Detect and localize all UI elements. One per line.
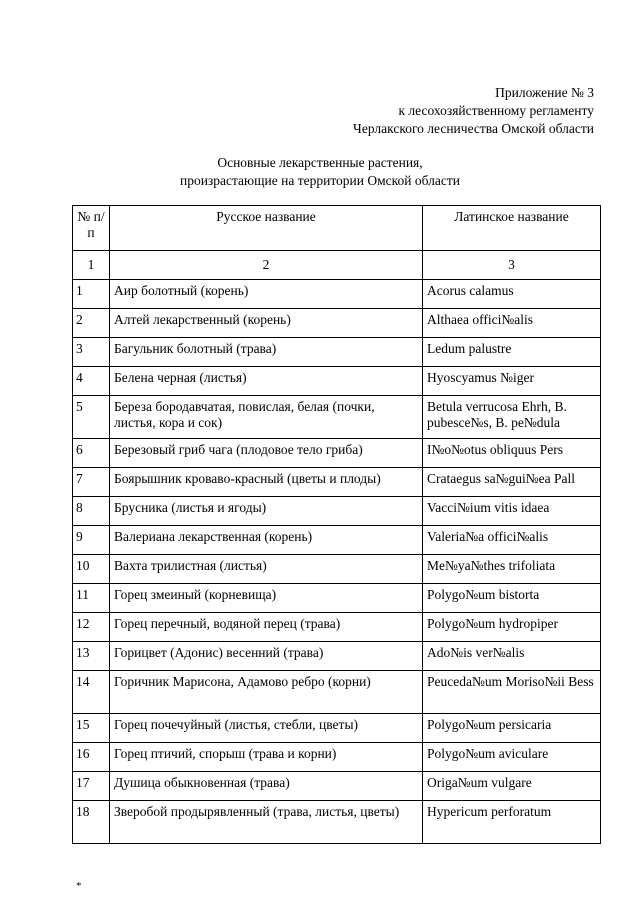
latin-name: Hyoscyamus №iger: [423, 367, 601, 396]
table-row: [73, 280, 601, 309]
document-title: [0, 154, 640, 190]
latin-name: Polygo№um bistorta: [423, 584, 601, 613]
russian-name: Зверобой продырявленный (трава, листья, цветы): [110, 801, 423, 844]
russian-name: Боярышник кроваво-красный (цветы и плоды): [110, 468, 423, 497]
table-row: [73, 584, 601, 613]
russian-name: Горичник Марисона, Адамово ребро (корни): [110, 671, 423, 714]
row-number: 9: [73, 526, 110, 555]
table-row: [73, 526, 601, 555]
latin-name: Acorus calamus: [423, 280, 601, 309]
row-number: 7: [73, 468, 110, 497]
column-number-1: 1: [73, 251, 110, 280]
row-number: 18: [73, 801, 110, 844]
header-latin-name: Латинское название: [423, 206, 601, 251]
row-number: 10: [73, 555, 110, 584]
russian-name: Горец перечный, водяной перец (трава): [110, 613, 423, 642]
column-numbers-row: [73, 251, 601, 280]
russian-name: Горицвет (Адонис) весенний (трава): [110, 642, 423, 671]
latin-name: Ado№is ver№alis: [423, 642, 601, 671]
row-number: 11: [73, 584, 110, 613]
table-row: [73, 642, 601, 671]
medicinal-plants-table: [72, 205, 601, 844]
row-number: 16: [73, 743, 110, 772]
russian-name: Горец птичий, спорыш (трава и корни): [110, 743, 423, 772]
russian-name: Горец змеиный (корневища): [110, 584, 423, 613]
latin-name: Hypericum perforatum: [423, 801, 601, 844]
table-row: [73, 743, 601, 772]
latin-name: I№o№otus obliquus Pers: [423, 439, 601, 468]
column-number-2: 2: [110, 251, 423, 280]
row-number: 17: [73, 772, 110, 801]
latin-name: Peuceda№um Moriso№ii Bess: [423, 671, 601, 714]
appendix-header: [353, 84, 594, 138]
russian-name: Багульник болотный (трава): [110, 338, 423, 367]
appendix-line-2: к лесохозяйственному регламенту: [398, 103, 594, 118]
latin-name: Ledum palustre: [423, 338, 601, 367]
document-title-line-1: Основные лекарственные растения,: [217, 155, 423, 170]
russian-name: Душица обыкновенная (трава): [110, 772, 423, 801]
latin-name: Polygo№um aviculare: [423, 743, 601, 772]
row-number: 2: [73, 309, 110, 338]
latin-name: Me№ya№thes trifoliata: [423, 555, 601, 584]
table-row: [73, 468, 601, 497]
table-row: [73, 613, 601, 642]
header-russian-name: Русское название: [110, 206, 423, 251]
table-row: [73, 714, 601, 743]
table-row: [73, 338, 601, 367]
russian-name: Алтей лекарственный (корень): [110, 309, 423, 338]
table-row: [73, 772, 601, 801]
russian-name: Валериана лекарственная (корень): [110, 526, 423, 555]
header-number: № п/п: [73, 206, 110, 251]
row-number: 13: [73, 642, 110, 671]
appendix-line-1: Приложение № 3: [495, 85, 594, 100]
row-number: 14: [73, 671, 110, 714]
table-row: [73, 367, 601, 396]
latin-name: Betula verrucosa Ehrh, B. pubesce№s, B. pe№dula: [423, 396, 601, 439]
russian-name: Березовый гриб чага (плодовое тело гриба): [110, 439, 423, 468]
row-number: 5: [73, 396, 110, 439]
latin-name: Vacci№ium vitis idaea: [423, 497, 601, 526]
table-row: [73, 396, 601, 439]
latin-name: Crataegus sa№gui№ea Pall: [423, 468, 601, 497]
row-number: 8: [73, 497, 110, 526]
table-row: [73, 801, 601, 844]
row-number: 15: [73, 714, 110, 743]
russian-name: Белена черная (листья): [110, 367, 423, 396]
russian-name: Горец почечуйный (листья, стебли, цветы): [110, 714, 423, 743]
document-title-line-2: произрастающие на территории Омской области: [179, 173, 461, 188]
table-header-row: [73, 206, 601, 251]
table-row: [73, 671, 601, 714]
table-row: [73, 309, 601, 338]
russian-name: Аир болотный (корень): [110, 280, 423, 309]
row-number: 6: [73, 439, 110, 468]
table-row: [73, 497, 601, 526]
latin-name: Polygo№um hydropiper: [423, 613, 601, 642]
table-row: [73, 555, 601, 584]
russian-name: Вахта трилистная (листья): [110, 555, 423, 584]
row-number: 12: [73, 613, 110, 642]
latin-name: Althaea offici№alis: [423, 309, 601, 338]
latin-name: Origa№um vulgare: [423, 772, 601, 801]
footnote-mark: *: [76, 880, 82, 892]
row-number: 4: [73, 367, 110, 396]
row-number: 1: [73, 280, 110, 309]
appendix-line-3: Черлакского лесничества Омской области: [353, 121, 594, 136]
column-number-3: 3: [423, 251, 601, 280]
russian-name: Брусника (листья и ягоды): [110, 497, 423, 526]
latin-name: Valeria№a offici№alis: [423, 526, 601, 555]
table-row: [73, 439, 601, 468]
latin-name: Polygo№um persicaria: [423, 714, 601, 743]
russian-name: Береза бородавчатая, повислая, белая (почки, листья, кора и сок): [110, 396, 423, 439]
row-number: 3: [73, 338, 110, 367]
table-body: [73, 280, 601, 844]
